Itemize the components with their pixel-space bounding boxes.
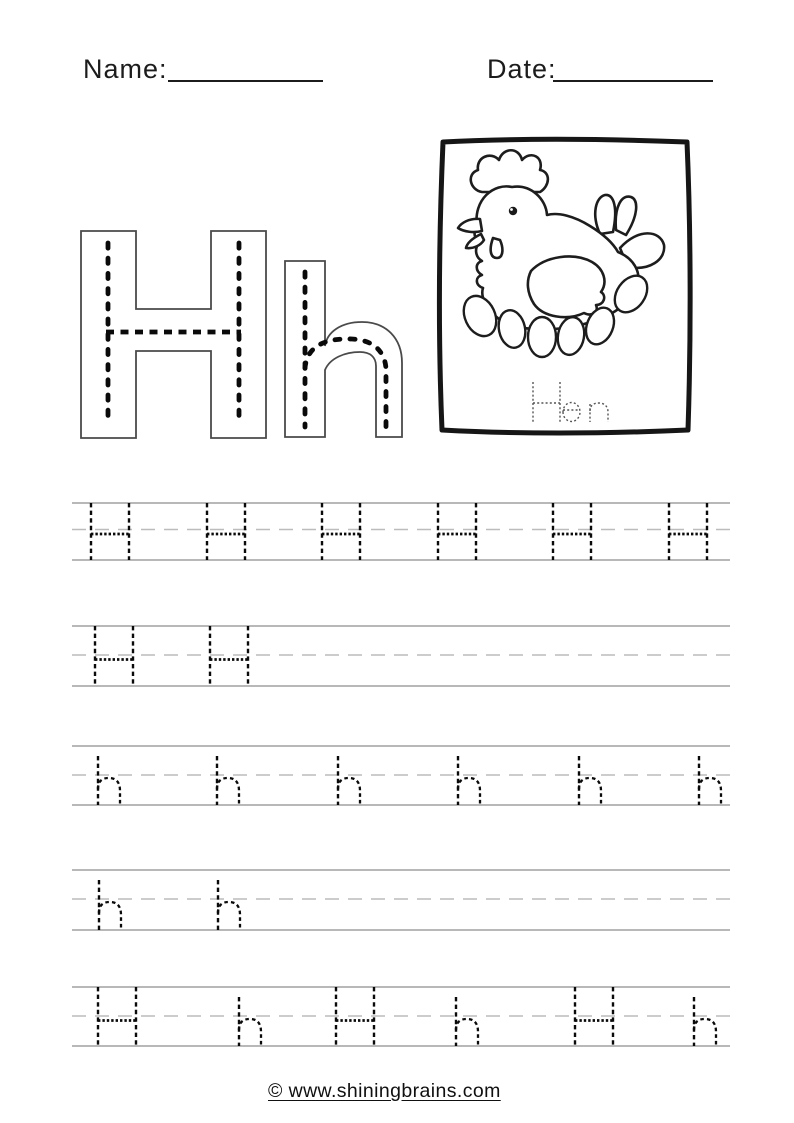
trace-letter-h (239, 997, 261, 1046)
name-label: Name: (83, 54, 168, 84)
website-credit-link[interactable]: © www.shiningbrains.com (268, 1080, 501, 1102)
trace-letter-H (669, 503, 707, 560)
hen-eye-icon (509, 207, 517, 215)
trace-letter-h (217, 756, 239, 805)
display-letter-lowercase (285, 261, 402, 437)
trace-letter-H (91, 503, 129, 560)
trace-letter-H (553, 503, 591, 560)
trace-letter-h (699, 756, 721, 805)
hen-wing-icon (528, 256, 605, 317)
display-letter-uppercase (81, 231, 266, 438)
trace-letter-H (210, 626, 248, 686)
hen-tail-icon (595, 195, 615, 234)
trace-letter-h (458, 756, 480, 805)
date-label: Date: (487, 54, 557, 84)
trace-letter-H (322, 503, 360, 560)
hen-wattle-icon (491, 238, 503, 258)
picture-card (439, 139, 690, 433)
practice-row (72, 746, 730, 805)
practice-row (72, 503, 730, 560)
hen-eye-highlight (510, 208, 513, 211)
trace-letter-H (438, 503, 476, 560)
practice-rows (72, 503, 730, 1046)
trace-letter-h (456, 997, 478, 1046)
practice-row (72, 870, 730, 930)
trace-letter-h (98, 756, 120, 805)
trace-letter-h (338, 756, 360, 805)
trace-letter-H (95, 626, 133, 686)
trace-letter-h (99, 880, 121, 930)
trace-letter-h (218, 880, 240, 930)
trace-letter-h (579, 756, 601, 805)
trace-letter-h (694, 997, 716, 1046)
practice-row (72, 626, 730, 686)
trace-letter-H (207, 503, 245, 560)
practice-row (72, 987, 730, 1046)
